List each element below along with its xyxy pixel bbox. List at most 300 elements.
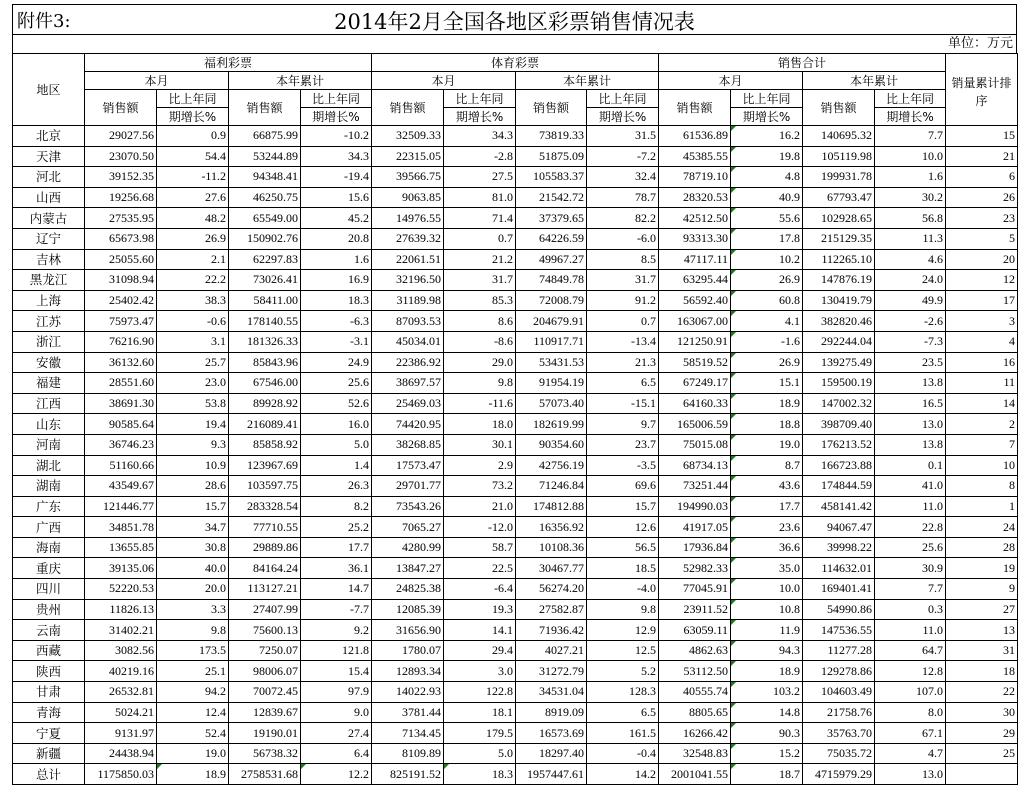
header-sales-amount: 销售额 xyxy=(803,90,875,126)
total-ytd-sales-cell xyxy=(803,682,875,703)
welfare-month-growth-cell xyxy=(157,496,229,517)
welfare-ytd-growth-cell xyxy=(301,434,372,455)
header-rank: 销量累计排序 xyxy=(946,54,1018,126)
total-ytd-sales-cell xyxy=(803,599,875,620)
total-ytd-growth-cell xyxy=(875,434,946,455)
total-month-growth-value: 94.3 xyxy=(779,643,801,658)
region-name: 上海 xyxy=(13,290,85,311)
total-ytd-growth-cell xyxy=(875,476,946,497)
total-month-sales-value: 63295.44 xyxy=(683,272,729,287)
welfare-ytd-growth-cell xyxy=(301,249,372,270)
welfare-month-sales-cell xyxy=(85,311,157,332)
total-month-sales-cell xyxy=(659,331,731,352)
table-row xyxy=(13,352,1018,373)
sports-month-sales-value: 25469.03 xyxy=(396,396,442,411)
sports-ytd-growth-cell xyxy=(587,640,659,661)
header-sales-amount: 销售额 xyxy=(372,90,444,126)
sports-month-sales-value: 825191.52 xyxy=(390,766,442,781)
welfare-month-sales-value: 9131.97 xyxy=(115,725,154,740)
sports-month-sales-cell xyxy=(372,290,444,311)
welfare-ytd-growth-cell xyxy=(301,723,372,744)
welfare-ytd-sales-value: 46250.75 xyxy=(253,190,298,205)
welfare-month-growth-cell xyxy=(157,579,229,600)
sports-ytd-sales-cell xyxy=(516,167,587,188)
total-month-sales-cell xyxy=(659,126,731,147)
welfare-month-sales-cell xyxy=(85,517,157,538)
welfare-month-growth-value: 22.2 xyxy=(205,272,226,287)
sports-ytd-growth-cell xyxy=(587,661,659,682)
table-row xyxy=(13,517,1018,538)
cell-comment-marker-icon xyxy=(444,764,449,769)
welfare-month-sales-cell xyxy=(85,558,157,579)
welfare-ytd-growth-cell xyxy=(301,208,372,229)
sports-ytd-sales-value: 74849.78 xyxy=(539,272,585,287)
table-row xyxy=(13,723,1018,744)
total-ytd-sales-value: 166723.88 xyxy=(821,457,873,472)
sports-ytd-growth-cell xyxy=(587,249,659,270)
total-month-sales-cell xyxy=(659,620,731,641)
total-ytd-growth-value: 16.5 xyxy=(922,396,944,411)
sports-month-sales-cell xyxy=(372,228,444,249)
welfare-ytd-growth-cell xyxy=(301,414,372,435)
total-ytd-sales-cell xyxy=(803,187,875,208)
sports-month-sales-value: 24825.38 xyxy=(396,581,442,596)
rank-cell xyxy=(946,764,1018,785)
total-month-sales-cell xyxy=(659,661,731,682)
sports-month-sales-value: 13847.27 xyxy=(396,560,442,575)
cell-comment-marker-icon xyxy=(731,435,736,440)
welfare-month-growth-cell xyxy=(157,682,229,703)
header-sales-amount: 销售额 xyxy=(516,90,587,126)
sports-month-sales-cell xyxy=(372,187,444,208)
total-ytd-growth-cell xyxy=(875,270,946,291)
total-ytd-sales-cell xyxy=(803,455,875,476)
total-month-sales-value: 73251.44 xyxy=(683,478,729,493)
sports-ytd-growth-cell xyxy=(587,434,659,455)
rank-value: 25 xyxy=(1003,746,1016,761)
region-name: 湖南 xyxy=(13,476,85,497)
welfare-month-growth-cell xyxy=(157,434,229,455)
welfare-ytd-growth-value: 34.3 xyxy=(348,148,370,163)
welfare-ytd-sales-cell xyxy=(229,476,301,497)
total-month-growth-value: 10.2 xyxy=(779,251,801,266)
table-row xyxy=(13,290,1018,311)
welfare-month-growth-value: 3.1 xyxy=(211,334,226,349)
welfare-ytd-sales-value: 62297.83 xyxy=(253,251,298,266)
total-ytd-growth-value: 7.7 xyxy=(928,128,944,143)
total-month-sales-value: 2001041.55 xyxy=(671,766,729,781)
welfare-month-sales-value: 5024.21 xyxy=(115,704,154,719)
total-month-growth-value: 35.0 xyxy=(779,560,801,575)
welfare-ytd-sales-cell xyxy=(229,620,301,641)
total-ytd-sales-cell xyxy=(803,167,875,188)
welfare-ytd-growth-cell xyxy=(301,126,372,147)
sports-ytd-sales-value: 51875.09 xyxy=(539,148,585,163)
total-ytd-growth-value: 0.1 xyxy=(928,457,944,472)
welfare-month-sales-value: 24438.94 xyxy=(109,746,154,761)
sports-ytd-growth-value: -13.4 xyxy=(631,334,657,349)
sports-month-growth-cell xyxy=(444,702,516,723)
sports-month-growth-value: 30.1 xyxy=(492,437,514,452)
sports-ytd-sales-cell xyxy=(516,661,587,682)
welfare-ytd-sales-value: 178140.55 xyxy=(247,313,298,328)
welfare-ytd-sales-value: 58411.00 xyxy=(253,293,298,308)
sports-ytd-growth-value: 128.3 xyxy=(629,684,657,699)
welfare-month-growth-cell xyxy=(157,208,229,229)
sports-month-growth-cell xyxy=(444,599,516,620)
sports-ytd-growth-cell xyxy=(587,723,659,744)
welfare-ytd-growth-value: 36.1 xyxy=(348,560,370,575)
total-ytd-growth-value: 67.1 xyxy=(922,725,944,740)
sports-ytd-sales-value: 4027.21 xyxy=(545,643,585,658)
sports-ytd-growth-value: 161.5 xyxy=(629,725,657,740)
region-name: 广东 xyxy=(13,496,85,517)
sports-month-growth-cell xyxy=(444,414,516,435)
total-ytd-growth-cell xyxy=(875,228,946,249)
sports-ytd-growth-value: 6.5 xyxy=(641,704,657,719)
sports-ytd-growth-cell xyxy=(587,352,659,373)
total-ytd-sales-value: 11277.28 xyxy=(827,643,873,658)
table-row xyxy=(13,599,1018,620)
sports-ytd-sales-cell xyxy=(516,476,587,497)
cell-comment-marker-icon xyxy=(301,764,306,769)
total-month-sales-value: 4862.63 xyxy=(689,643,729,658)
welfare-ytd-growth-cell xyxy=(301,228,372,249)
sports-ytd-growth-cell xyxy=(587,702,659,723)
table-row xyxy=(13,414,1018,435)
total-ytd-growth-cell xyxy=(875,414,946,435)
sports-month-sales-cell xyxy=(372,723,444,744)
welfare-ytd-growth-value: 27.4 xyxy=(348,725,370,740)
total-month-growth-cell xyxy=(731,764,803,785)
total-month-growth-value: 19.0 xyxy=(779,437,801,452)
region-name: 黑龙江 xyxy=(13,270,85,291)
welfare-ytd-growth-value: 1.4 xyxy=(354,457,370,472)
welfare-ytd-sales-value: 150902.76 xyxy=(247,231,298,246)
welfare-month-growth-cell xyxy=(157,228,229,249)
sports-month-growth-value: 2.9 xyxy=(498,457,514,472)
table-row xyxy=(13,702,1018,723)
rank-value: 16 xyxy=(1003,354,1016,369)
cell-comment-marker-icon xyxy=(157,764,162,769)
total-month-growth-cell xyxy=(731,126,803,147)
total-ytd-sales-value: 398709.40 xyxy=(821,416,873,431)
sports-month-growth-cell xyxy=(444,146,516,167)
total-month-sales-cell xyxy=(659,723,731,744)
welfare-ytd-sales-cell xyxy=(229,414,301,435)
sports-ytd-sales-value: 34531.04 xyxy=(539,684,585,699)
cell-comment-marker-icon xyxy=(731,311,736,316)
total-month-sales-value: 47117.11 xyxy=(683,251,729,266)
sports-ytd-growth-value: -0.4 xyxy=(637,746,657,761)
sports-ytd-growth-cell xyxy=(587,496,659,517)
welfare-ytd-sales-value: 103597.75 xyxy=(247,478,298,493)
header-growth-line2: 期增长% xyxy=(444,108,516,126)
sports-month-growth-value: 0.7 xyxy=(498,231,514,246)
welfare-month-sales-cell xyxy=(85,126,157,147)
sports-month-growth-cell xyxy=(444,434,516,455)
header-growth-line2: 期增长% xyxy=(157,108,229,126)
welfare-month-growth-value: 20.0 xyxy=(205,581,226,596)
total-month-sales-value: 8805.65 xyxy=(689,704,729,719)
total-ytd-sales-cell xyxy=(803,476,875,497)
sports-ytd-sales-value: 72008.79 xyxy=(539,293,585,308)
sports-ytd-growth-value: 12.9 xyxy=(635,622,657,637)
welfare-ytd-growth-cell xyxy=(301,290,372,311)
table-row xyxy=(13,126,1018,147)
sports-month-growth-cell xyxy=(444,620,516,641)
region-name: 贵州 xyxy=(13,599,85,620)
sports-month-growth-cell xyxy=(444,126,516,147)
welfare-month-sales-value: 23070.50 xyxy=(109,148,154,163)
rank-cell xyxy=(946,249,1018,270)
sports-ytd-sales-value: 71936.42 xyxy=(539,622,585,637)
header-growth-line2: 期增长% xyxy=(587,108,659,126)
rank-value: 18 xyxy=(1003,663,1016,678)
sports-month-sales-cell xyxy=(372,126,444,147)
total-ytd-growth-value: 11.3 xyxy=(922,231,944,246)
welfare-month-sales-value: 75973.47 xyxy=(109,313,154,328)
sports-ytd-sales-value: 71246.84 xyxy=(539,478,585,493)
welfare-ytd-sales-value: 19190.01 xyxy=(253,725,298,740)
cell-comment-marker-icon xyxy=(731,167,736,172)
welfare-month-sales-cell xyxy=(85,414,157,435)
table-row xyxy=(13,661,1018,682)
sports-month-sales-cell xyxy=(372,373,444,394)
region-name: 海南 xyxy=(13,537,85,558)
sports-month-sales-value: 8109.89 xyxy=(402,746,442,761)
welfare-ytd-sales-value: 89928.92 xyxy=(253,396,298,411)
welfare-ytd-growth-value: 12.2 xyxy=(348,766,370,781)
sports-ytd-sales-cell xyxy=(516,682,587,703)
welfare-month-sales-value: 25402.42 xyxy=(109,293,154,308)
total-month-sales-cell xyxy=(659,434,731,455)
welfare-ytd-growth-cell xyxy=(301,640,372,661)
welfare-month-sales-cell xyxy=(85,373,157,394)
total-ytd-sales-cell xyxy=(803,558,875,579)
cell-comment-marker-icon xyxy=(731,414,736,419)
welfare-month-growth-value: 26.9 xyxy=(205,231,226,246)
total-ytd-sales-cell xyxy=(803,228,875,249)
sports-month-growth-value: 85.3 xyxy=(492,293,514,308)
sports-ytd-sales-cell xyxy=(516,373,587,394)
header-sales-total: 销售合计 xyxy=(659,54,946,72)
cell-comment-marker-icon xyxy=(731,744,736,749)
sports-month-growth-value: 122.8 xyxy=(486,684,514,699)
sports-ytd-sales-cell xyxy=(516,764,587,785)
region-name: 江苏 xyxy=(13,311,85,332)
total-ytd-sales-cell xyxy=(803,579,875,600)
cell-comment-marker-icon xyxy=(731,394,736,399)
welfare-ytd-sales-value: 85858.92 xyxy=(253,437,298,452)
welfare-month-sales-value: 52220.53 xyxy=(109,581,154,596)
total-month-sales-cell xyxy=(659,208,731,229)
welfare-month-sales-cell xyxy=(85,496,157,517)
welfare-ytd-sales-value: 216089.41 xyxy=(247,416,298,431)
welfare-ytd-growth-value: 25.6 xyxy=(348,375,370,390)
welfare-ytd-growth-value: 26.3 xyxy=(348,478,370,493)
sports-month-sales-cell xyxy=(372,208,444,229)
welfare-ytd-growth-cell xyxy=(301,270,372,291)
table-row xyxy=(13,496,1018,517)
rank-cell xyxy=(946,208,1018,229)
rank-value: 23 xyxy=(1003,210,1016,225)
welfare-ytd-growth-cell xyxy=(301,311,372,332)
total-ytd-growth-value: 13.0 xyxy=(922,416,944,431)
welfare-ytd-growth-value: 8.2 xyxy=(354,498,370,513)
welfare-ytd-sales-cell xyxy=(229,311,301,332)
sports-month-growth-value: 81.0 xyxy=(492,190,514,205)
sports-month-sales-cell xyxy=(372,661,444,682)
total-month-growth-value: 10.8 xyxy=(779,601,801,616)
welfare-month-growth-cell xyxy=(157,146,229,167)
header-month: 本月 xyxy=(372,72,516,90)
welfare-month-growth-cell xyxy=(157,249,229,270)
rank-cell xyxy=(946,290,1018,311)
sports-ytd-growth-cell xyxy=(587,579,659,600)
table-row xyxy=(13,682,1018,703)
rank-cell xyxy=(946,455,1018,476)
total-month-growth-value: 43.6 xyxy=(779,478,801,493)
cell-comment-marker-icon xyxy=(731,208,736,213)
header-sales-amount: 销售额 xyxy=(85,90,157,126)
sports-month-growth-value: 14.1 xyxy=(492,622,514,637)
welfare-month-growth-cell xyxy=(157,620,229,641)
sports-month-growth-value: -8.6 xyxy=(494,334,514,349)
welfare-ytd-sales-cell xyxy=(229,126,301,147)
welfare-ytd-sales-value: 27407.99 xyxy=(253,601,298,616)
sports-ytd-growth-value: 5.2 xyxy=(641,663,657,678)
total-month-sales-value: 68734.13 xyxy=(683,457,729,472)
total-ytd-growth-cell xyxy=(875,290,946,311)
sports-month-growth-cell xyxy=(444,331,516,352)
header-growth-line1: 比上年同 xyxy=(444,90,516,108)
total-ytd-growth-cell xyxy=(875,702,946,723)
welfare-month-sales-value: 121446.77 xyxy=(103,498,154,513)
total-month-sales-cell xyxy=(659,311,731,332)
welfare-month-growth-cell xyxy=(157,455,229,476)
total-ytd-sales-value: 292244.04 xyxy=(821,334,873,349)
welfare-month-growth-cell xyxy=(157,723,229,744)
cell-comment-marker-icon xyxy=(731,250,736,255)
welfare-ytd-growth-cell xyxy=(301,743,372,764)
welfare-ytd-sales-value: 73026.41 xyxy=(253,272,298,287)
welfare-month-sales-value: 27535.95 xyxy=(109,210,154,225)
rank-value: 22 xyxy=(1003,684,1016,699)
sports-ytd-sales-cell xyxy=(516,270,587,291)
sports-ytd-sales-cell xyxy=(516,579,587,600)
total-month-sales-value: 78719.10 xyxy=(683,169,729,184)
sports-ytd-growth-cell xyxy=(587,743,659,764)
welfare-ytd-growth-cell xyxy=(301,331,372,352)
cell-comment-marker-icon xyxy=(731,188,736,193)
sports-month-sales-cell xyxy=(372,496,444,517)
welfare-month-sales-cell xyxy=(85,434,157,455)
total-month-growth-cell xyxy=(731,249,803,270)
region-name: 山东 xyxy=(13,414,85,435)
welfare-ytd-growth-value: 5.0 xyxy=(354,437,370,452)
rank-cell xyxy=(946,723,1018,744)
total-month-sales-value: 56592.40 xyxy=(683,293,729,308)
total-ytd-sales-value: 105119.98 xyxy=(821,148,873,163)
rank-cell xyxy=(946,187,1018,208)
welfare-ytd-sales-value: 283328.54 xyxy=(247,498,298,513)
table-row xyxy=(13,558,1018,579)
rank-cell xyxy=(946,496,1018,517)
total-ytd-growth-cell xyxy=(875,146,946,167)
total-ytd-growth-cell xyxy=(875,126,946,147)
sports-month-growth-value: 5.0 xyxy=(498,746,514,761)
welfare-month-sales-cell xyxy=(85,167,157,188)
welfare-ytd-growth-value: 15.4 xyxy=(348,663,370,678)
total-month-growth-cell xyxy=(731,640,803,661)
total-month-sales-value: 63059.11 xyxy=(683,622,729,637)
total-ytd-sales-cell xyxy=(803,537,875,558)
welfare-month-growth-value: 23.0 xyxy=(205,375,226,390)
cell-comment-marker-icon xyxy=(731,538,736,543)
welfare-ytd-sales-cell xyxy=(229,640,301,661)
rank-value: 27 xyxy=(1003,601,1016,616)
sports-ytd-sales-value: 64226.59 xyxy=(539,231,585,246)
welfare-ytd-growth-value: 16.9 xyxy=(348,272,370,287)
header-growth-line1: 比上年同 xyxy=(157,90,229,108)
total-month-growth-value: 36.6 xyxy=(779,540,801,555)
table-row xyxy=(13,620,1018,641)
sports-ytd-sales-cell xyxy=(516,537,587,558)
sports-ytd-sales-value: 18297.40 xyxy=(539,746,585,761)
total-ytd-growth-cell xyxy=(875,579,946,600)
cell-comment-marker-icon xyxy=(731,723,736,728)
welfare-month-growth-value: 2.1 xyxy=(211,251,226,266)
sports-ytd-sales-cell xyxy=(516,414,587,435)
total-month-sales-cell xyxy=(659,146,731,167)
total-ytd-sales-value: 102928.65 xyxy=(821,210,873,225)
total-month-growth-value: 18.8 xyxy=(779,416,801,431)
total-month-growth-cell xyxy=(731,373,803,394)
total-month-sales-cell xyxy=(659,455,731,476)
table-row xyxy=(13,640,1018,661)
welfare-ytd-growth-cell xyxy=(301,476,372,497)
welfare-month-sales-cell xyxy=(85,331,157,352)
sports-ytd-growth-value: -15.1 xyxy=(631,396,657,411)
welfare-ytd-growth-cell xyxy=(301,352,372,373)
total-month-growth-value: 23.6 xyxy=(779,519,801,534)
total-ytd-growth-cell xyxy=(875,517,946,538)
welfare-ytd-sales-value: 67546.00 xyxy=(253,375,298,390)
total-ytd-sales-value: 104603.49 xyxy=(821,684,873,699)
sports-month-sales-value: 29701.77 xyxy=(396,478,442,493)
sports-ytd-growth-value: 69.6 xyxy=(635,478,657,493)
welfare-ytd-growth-cell xyxy=(301,661,372,682)
header-growth-line1: 比上年同 xyxy=(731,90,803,108)
welfare-month-sales-cell xyxy=(85,620,157,641)
sports-month-sales-cell xyxy=(372,599,444,620)
region-name: 湖北 xyxy=(13,455,85,476)
total-ytd-sales-cell xyxy=(803,270,875,291)
total-ytd-sales-value: 114632.01 xyxy=(821,560,873,575)
welfare-ytd-growth-value: 25.2 xyxy=(348,519,370,534)
welfare-month-growth-cell xyxy=(157,331,229,352)
welfare-ytd-growth-value: 18.3 xyxy=(348,293,370,308)
rank-value: 2 xyxy=(1009,416,1016,431)
welfare-ytd-growth-value: 15.6 xyxy=(348,190,370,205)
sports-ytd-sales-cell xyxy=(516,311,587,332)
total-month-growth-value: 14.8 xyxy=(779,704,801,719)
welfare-ytd-growth-value: 52.6 xyxy=(348,396,370,411)
total-month-growth-value: 16.2 xyxy=(779,128,801,143)
rank-cell xyxy=(946,537,1018,558)
sports-ytd-growth-value: 12.5 xyxy=(635,643,657,658)
